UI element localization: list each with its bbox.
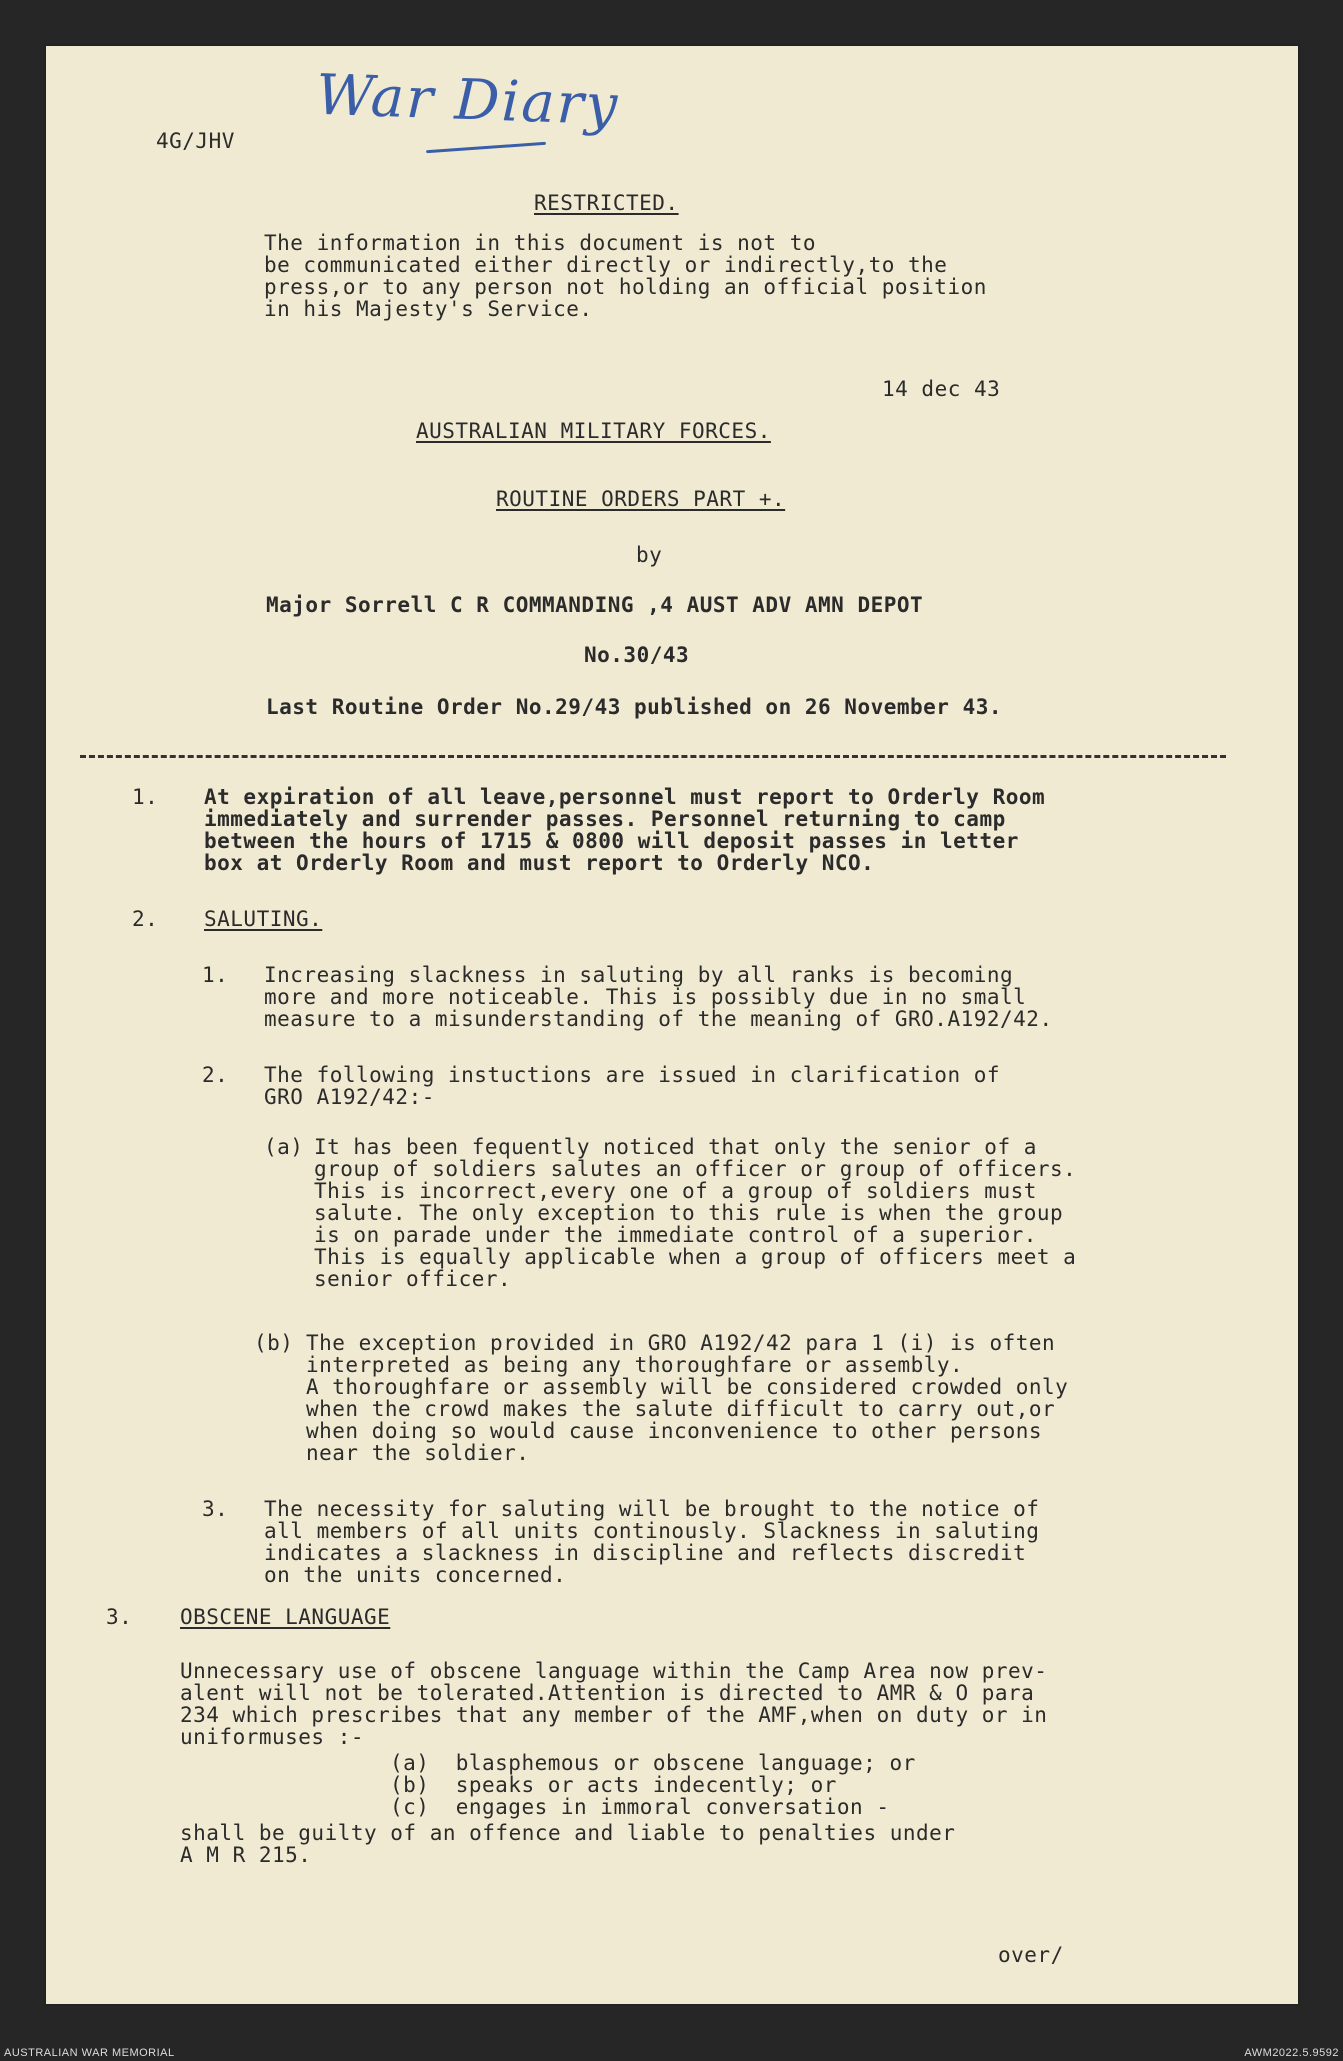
text-line: salute. The only exception to this rule is when the group [314, 1201, 1064, 1225]
sub2-text [264, 1064, 1000, 1108]
restricted-heading: RESTRICTED. [534, 191, 679, 215]
notice-line: press,or to any person not holding an official position [264, 275, 987, 299]
org-heading: AUSTRALIAN MILITARY FORCES. [416, 419, 771, 443]
text-line: This is incorrect,every one of a group of soldiers must [314, 1179, 1037, 1203]
sub-number: 3. [202, 1497, 229, 1521]
text-line: senior officer. [314, 1267, 512, 1291]
list-label: (b) [254, 1331, 294, 1355]
text-line: measure to a misunderstanding of the meaning of GRO.A192/42. [264, 1007, 1053, 1031]
last-order-line: Last Routine Order No.29/43 published on 26 November 43. [266, 695, 1003, 719]
text-line: on the units concerned. [264, 1563, 567, 1587]
text-line: This is equally applicable when a group of officers meet a [314, 1245, 1077, 1269]
text-line: immediately and surrender passes. Personnel returning to camp [204, 807, 1006, 831]
item1-text [204, 786, 1045, 874]
text-line: Unnecessary use of obscene language within the Camp Area now prev- [180, 1659, 1048, 1683]
list-label: (c) [390, 1795, 430, 1819]
reference-code: 4G/JHV [156, 129, 235, 153]
notice-line: be communicated either directly or indirectly,to the [264, 253, 948, 277]
text-line: when the crowd makes the salute difficult to carry out,or [306, 1397, 1056, 1421]
handwritten-note: War Diary [314, 62, 621, 139]
item-number: 2. [132, 907, 159, 931]
list-label: (b) [390, 1773, 430, 1797]
sub-number: 1. [202, 963, 229, 987]
item-number: 1. [132, 785, 159, 809]
by-line: by [636, 543, 663, 567]
offence-list [390, 1752, 916, 1818]
item-number: 3. [106, 1605, 133, 1629]
text-line: when doing so would cause inconvenience to other persons [306, 1419, 1043, 1443]
text-line: alent will not be tolerated.Attention is directed to AMR & O para [180, 1681, 1035, 1705]
obscene-language-heading: OBSCENE LANGUAGE [180, 1605, 391, 1629]
commander-line: Major Sorrell C R COMMANDING ,4 AUST ADV AMN DEPOT [266, 593, 924, 617]
sub3-text [264, 1498, 1039, 1586]
list-text: speaks or acts indecently; or [455, 1773, 837, 1797]
document-page [46, 46, 1298, 2004]
restricted-notice [264, 232, 987, 320]
text-line: GRO A192/42:- [264, 1085, 435, 1109]
text-line: box at Orderly Room and must report to Orderly NCO. [204, 851, 875, 875]
text-line: uniformuses :- [180, 1725, 365, 1749]
text-line: is on parade under the immediate control of a superior. [314, 1223, 1037, 1247]
text-line: At expiration of all leave,personnel must report to Orderly Room [204, 785, 1046, 809]
text-line: more and more noticeable. This is possibly due in no small [264, 985, 1027, 1009]
text-line: shall be guilty of an offence and liable to penalties under [180, 1821, 956, 1845]
list-label: (a) [264, 1135, 304, 1159]
text-line: The following instuctions are issued in clarification of [264, 1063, 1001, 1087]
sub1-text [264, 964, 1053, 1030]
text-line: interpreted as being any thoroughfare or assembly. [306, 1353, 964, 1377]
notice-line: in his Majesty's Service. [264, 297, 593, 321]
text-line: The necessity for saluting will be brought to the notice of [264, 1497, 1040, 1521]
list-text: engages in immoral conversation - [455, 1795, 890, 1819]
closing-text [180, 1822, 955, 1866]
text-line: It has been fequently noticed that only the senior of a [314, 1135, 1037, 1159]
list-item [390, 1796, 916, 1818]
list-item [390, 1752, 916, 1774]
order-number: No.30/43 [584, 643, 690, 667]
text-line: all members of all units continously. Slackness in saluting [264, 1519, 1040, 1543]
text-line: between the hours of 1715 & 0800 will deposit passes in letter [204, 829, 1019, 853]
text-line: Increasing slackness in saluting by all ranks is becoming [264, 963, 1014, 987]
para-a-text [314, 1136, 1076, 1290]
divider-rule [80, 755, 1226, 758]
handwritten-underline [426, 142, 546, 153]
over-marker: over/ [998, 1943, 1064, 1967]
text-line: 234 which prescribes that any member of the AMF,when on duty or in [180, 1703, 1048, 1727]
text-line: group of soldiers salutes an officer or group of officers. [314, 1157, 1077, 1181]
orders-heading: ROUTINE ORDERS PART +. [496, 487, 786, 511]
footer-institution: AUSTRALIAN WAR MEMORIAL [4, 2047, 175, 2059]
list-label: (a) [390, 1751, 430, 1775]
para-b-text [306, 1332, 1068, 1464]
text-line: A M R 215. [180, 1843, 312, 1867]
footer-accession: AWM2022.5.9592 [1244, 2047, 1339, 2059]
saluting-heading: SALUTING. [204, 907, 323, 931]
document-date: 14 dec 43 [882, 377, 1001, 401]
list-item [390, 1774, 916, 1796]
text-line: A thoroughfare or assembly will be considered crowded only [306, 1375, 1069, 1399]
sub-number: 2. [202, 1063, 229, 1087]
item3-text [180, 1660, 1047, 1748]
text-line: near the soldier. [306, 1441, 530, 1465]
list-text: blasphemous or obscene language; or [455, 1751, 916, 1775]
notice-line: The information in this document is not to [264, 231, 817, 255]
text-line: The exception provided in GRO A192/42 para 1 (i) is often [306, 1331, 1056, 1355]
text-line: indicates a slackness in discipline and reflects discredit [264, 1541, 1027, 1565]
